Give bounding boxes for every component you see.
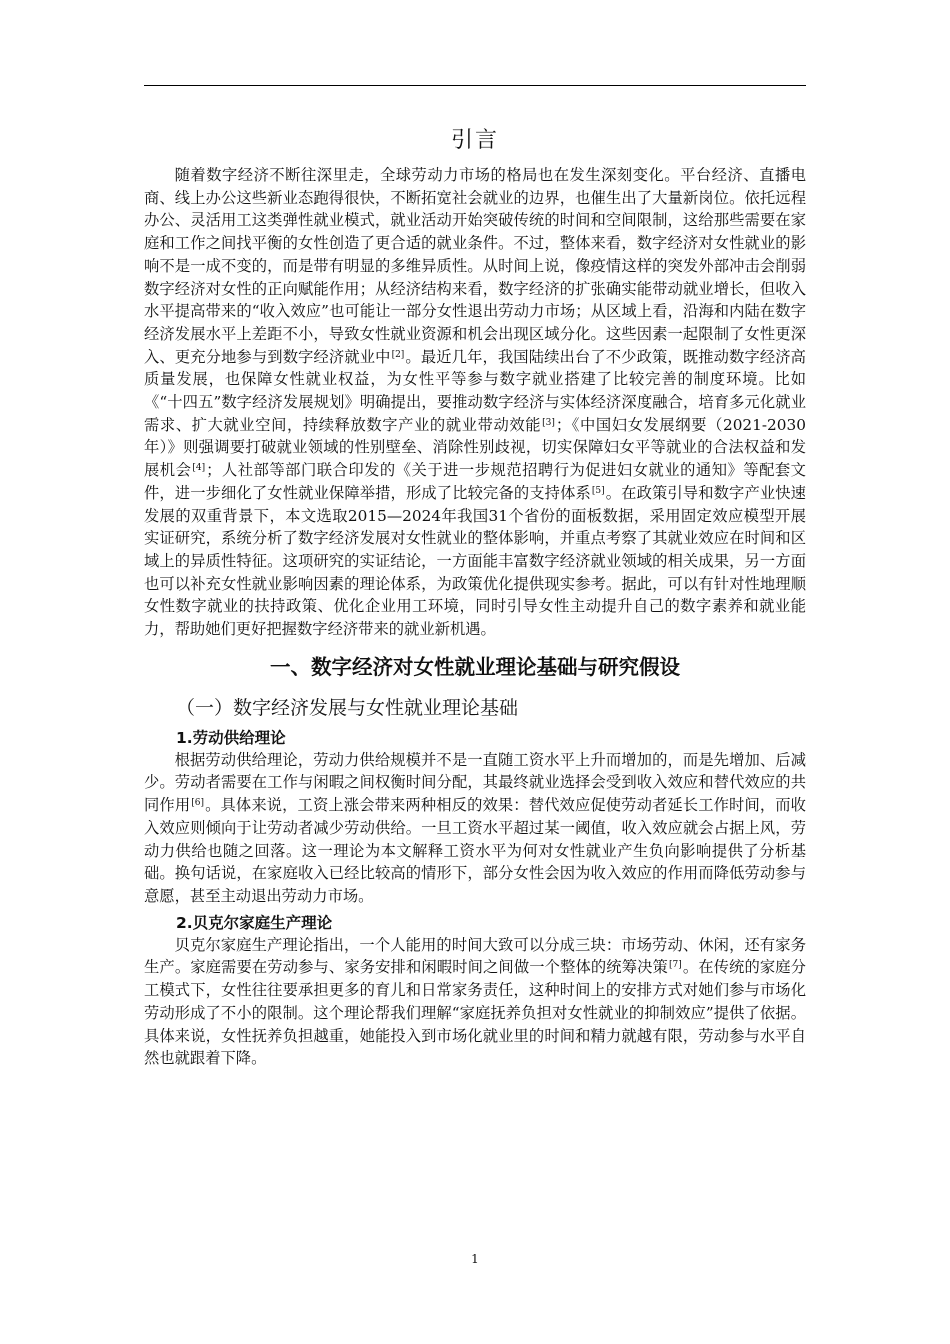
text-run: 贝克尔家庭生产理论指出，一个人能用的时间大致可以分成三块：市场劳动、休闲，还有家务生产。家庭需要在劳动参与、家务安排和闲暇时间之间做一个整体的统筹决策 — [144, 935, 806, 977]
text-run: ；人社部等部门联合印发的《关于进一步规范招聘行为促进妇女就业的通知》等配套文件，进一步细化了女性就业保障举措，形成了比较完备的支持体系 — [144, 461, 806, 502]
page-number: 1 — [471, 1252, 479, 1266]
text-run: 。最近几年，我国陆续出台了不少政策，既推动数字经济高质量发展，也保障女性就业权益，为女性平等参与数字就业搭建了比较完善的制度环境。比如《“十四五”数字经济发展规划》明确提出，要推动数字经济与实体经济深度融合，培育多元化就业需求、扩大就业空间，持续释放数字产业的就业带动效能 — [144, 347, 806, 434]
subsection-heading: （一）数字经济发展与女性就业理论基础 — [176, 696, 519, 719]
page-content — [144, 120, 806, 1070]
text-run: 随着数字经济不断往深里走，全球劳动力市场的格局也在发生深刻变化。平台经济、直播电商、线上办公这些新业态跑得很快，不断拓宽社会就业的边界，也催生出了大量新岗位。依托远程办公、灵活用工这类弹性就业模式，就业活动开始突破传统的时间和空间限制，这给那些需要在家庭和工作之间找平衡的女性创造了更合适的就业条件。不过，整体来看，数字经济对女性就业的影响不是一成不变的，而是带有明显的多维异质性。从时间上说，像疫情这样的突发外部冲击会削弱数字经济对女性的正向赋能作用；从经济结构来看，数字经济的扩张确实能带动就业增长，但收入水平提高带来的“收入效应”也可能让一部分女性退出劳动力市场；从区域上看，沿海和内陆在数字经济发展水平上差距不小，导致女性就业资源和机会出现区域分化。这些因素一起限制了女性更深入、更充分地参与到数字经济就业中 — [144, 166, 806, 366]
citation: [5] — [591, 485, 605, 496]
citation: [6] — [191, 798, 204, 809]
citation: [7] — [668, 960, 682, 971]
text-run: 。在政策引导和数字产业快速发展的双重背景下，本文选取2015—2024年我国31个省份的面板数据，采用固定效应模型开展实证研究，系统分析了数字经济发展对女性就业的整体影响，并重点考察了其就业效应在时间和区域上的异质性特征。这项研究的实证结论，一方面能丰富数字经济就业领域的相关成果，另一方面也可以补充女性就业影响因素的理论体系，为政策优化提供现实参考。据此，可以有针对性地理顺女性数字就业的扶持政策、优化企业用工环境，同时引导女性主动提升自己的数字素养和就业能力，帮助她们更好把握数字经济带来的就业新机遇。 — [144, 483, 806, 639]
text-run: 根据劳动供给理论，劳动力供给规模并不是一直随工资水平上升而增加的，而是先增加、后减少。劳动者需要在工作与闲暇之间权衡时间分配，其最终就业选择会受到收入效应和替代效应的共同作用 — [144, 750, 806, 815]
citation: [3] — [542, 417, 555, 428]
citation: [4] — [192, 463, 206, 474]
labor-supply-paragraph — [144, 749, 806, 908]
theory-heading-labor-supply: 1.劳动供给理论 — [176, 728, 286, 747]
text-run: 。具体来说，工资上涨会带来两种相反的效果：替代效应促使劳动者延长工作时间，而收入效应则倾向于让劳动者减少劳动供给。一旦工资水平超过某一阈值，收入效应就会占据上风，劳动力供给也随之回落。这一理论为本文解释工资水平为何对女性就业产生负向影响提供了分析基础。换句话说，在家庭收入已经比较高的情形下，部分女性会因为收入效应的作用而降低劳动参与意愿，甚至主动退出劳动力市场。 — [144, 796, 806, 905]
text-run: 。在传统的家庭分工模式下，女性往往要承担更多的育儿和日常家务责任，这种时间上的安排方式对她们参与市场化劳动形成了不小的限制。这个理论帮我们理解“家庭抚养负担对女性就业的抑制效应”提供了依据。具体来说，女性抚养负担越重，她能投入到市场化就业里的时间和精力就越有限，劳动参与水平自然也就跟着下降。 — [144, 958, 806, 1068]
theory-heading-becker: 2.贝克尔家庭生产理论 — [176, 913, 333, 932]
intro-title: 引言 — [450, 128, 499, 153]
text-run: ；《中国妇女发展纲要（2021-2030年）》则强调要打破就业领域的性别壁垒、消除性别歧视，切实保障妇女平等就业的合法权益和发展机会 — [144, 415, 806, 480]
section-heading: 一、数字经济对女性就业理论基础与研究假设 — [270, 654, 680, 679]
becker-paragraph — [144, 934, 806, 1070]
intro-paragraph — [144, 164, 806, 641]
citation: [2] — [391, 349, 405, 360]
header-rule — [144, 85, 806, 86]
